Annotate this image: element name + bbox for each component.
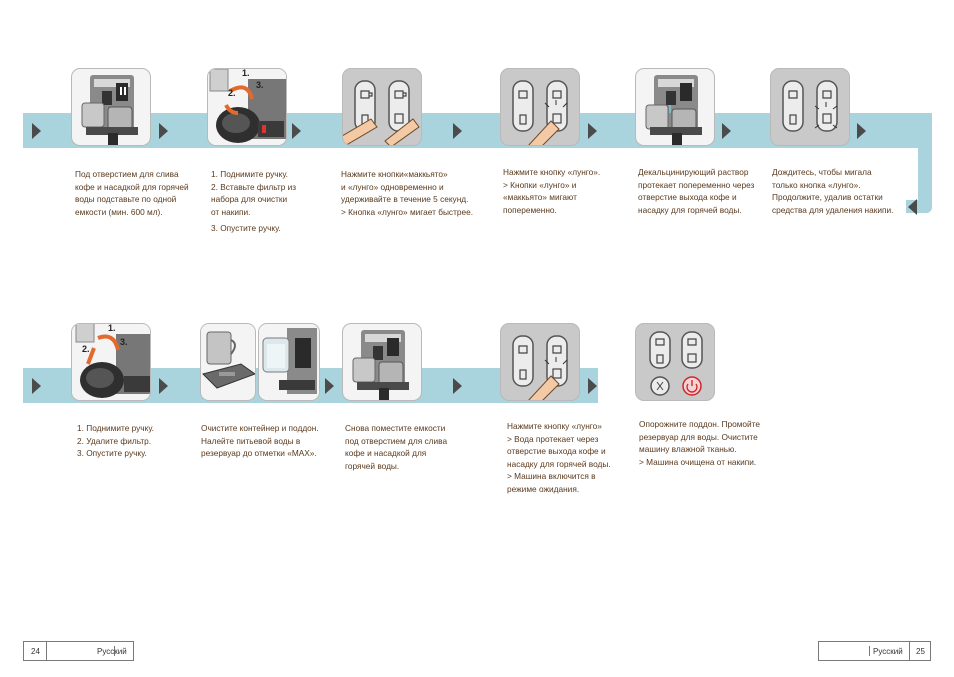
step-image-standby-panel [635, 323, 715, 401]
footer-language: Русский [97, 647, 127, 656]
arrow-right-icon [159, 123, 168, 139]
step-image-remove-filter [71, 323, 151, 401]
step-text: Нажмите кнопку «лунго» > Вода протекает через отверстие выхода кофе и насадку для горячей воды. > Машина включится в режиме ожидания. [507, 421, 611, 494]
step-image-water-tank [258, 323, 320, 401]
step-text: Декальцинирующий раствор протекает попеременно через отверстие выхода кофе и насадку для горячей воды. [638, 167, 755, 215]
label-2: 2. [228, 88, 236, 98]
step-text: 1. Поднимите ручку. 2. Вставьте фильтр из набора для очистки от накипи. [211, 169, 297, 217]
step-text: 1. Поднимите ручку. 2. Удалите фильтр. 3. Опустите ручку. [77, 423, 154, 459]
arrow-right-icon [453, 123, 462, 139]
footer-separator [869, 646, 870, 656]
arrow-right-icon [722, 123, 731, 139]
step-image-press-lungo [500, 323, 580, 401]
page-number: 24 [31, 647, 40, 656]
footer-language: Русский [873, 647, 903, 656]
step-image-press-lungo [500, 68, 580, 146]
arrow-left-icon [908, 199, 917, 215]
arrow-right-icon [857, 123, 866, 139]
arrow-right-icon [588, 378, 597, 394]
step-text: 3. Опустите ручку. [211, 223, 281, 233]
label-3: 3. [120, 337, 128, 347]
step-text: Очистите контейнер и поддон. Налейте питьевой воды в резервуар до отметки «MAX». [201, 423, 319, 459]
footer-divider [46, 642, 47, 660]
arrow-right-icon [32, 123, 41, 139]
arrow-right-icon [159, 378, 168, 394]
step-text: Снова поместите емкости под отверстием для слива кофе и насадкой для горячей воды. [345, 423, 448, 471]
arrow-right-icon [453, 378, 462, 394]
step-text: Опорожните поддон. Промойте резервуар для воды. Очистите машину влажной тканью. > Машина очищена от накипи. [639, 419, 760, 467]
step-text: Нажмите кнопки«маккьято» и «лунго» одновременно и удерживайте в течение 5 секунд. > Кнопка «лунго» мигает быстрее. [341, 169, 474, 217]
step-image-lift-handle [207, 68, 287, 146]
arrow-right-icon [325, 378, 334, 394]
step-image-machine [71, 68, 151, 146]
arrow-right-icon [32, 378, 41, 394]
page-number: 25 [916, 647, 925, 656]
footer-left [23, 641, 134, 661]
footer-divider [909, 642, 910, 660]
label-1: 1. [108, 323, 116, 333]
step-image-machine-descaling [635, 68, 715, 146]
step-text: Дождитесь, чтобы мигала только кнопка «лунго». Продолжите, удалив остатки средства для удаления накипи. [772, 167, 894, 215]
step-text: Под отверстием для слива кофе и насадкой для горячей воды подставьте по одной емкости (мин. 600 мл). [75, 169, 189, 217]
step-image-press-both-buttons [342, 68, 422, 146]
step-image-container-tray [200, 323, 256, 401]
arrow-right-icon [588, 123, 597, 139]
step-text: Нажмите кнопку «лунго». > Кнопки «лунго» и «маккьято» мигают попеременно. [503, 167, 601, 215]
arrow-right-icon [292, 123, 301, 139]
label-3: 3. [256, 80, 264, 90]
step-image-lungo-blinking [770, 68, 850, 146]
step-image-machine [342, 323, 422, 401]
label-2: 2. [82, 344, 90, 354]
top-band-return [918, 113, 932, 213]
label-1: 1. [242, 68, 250, 78]
footer-right [818, 641, 931, 661]
